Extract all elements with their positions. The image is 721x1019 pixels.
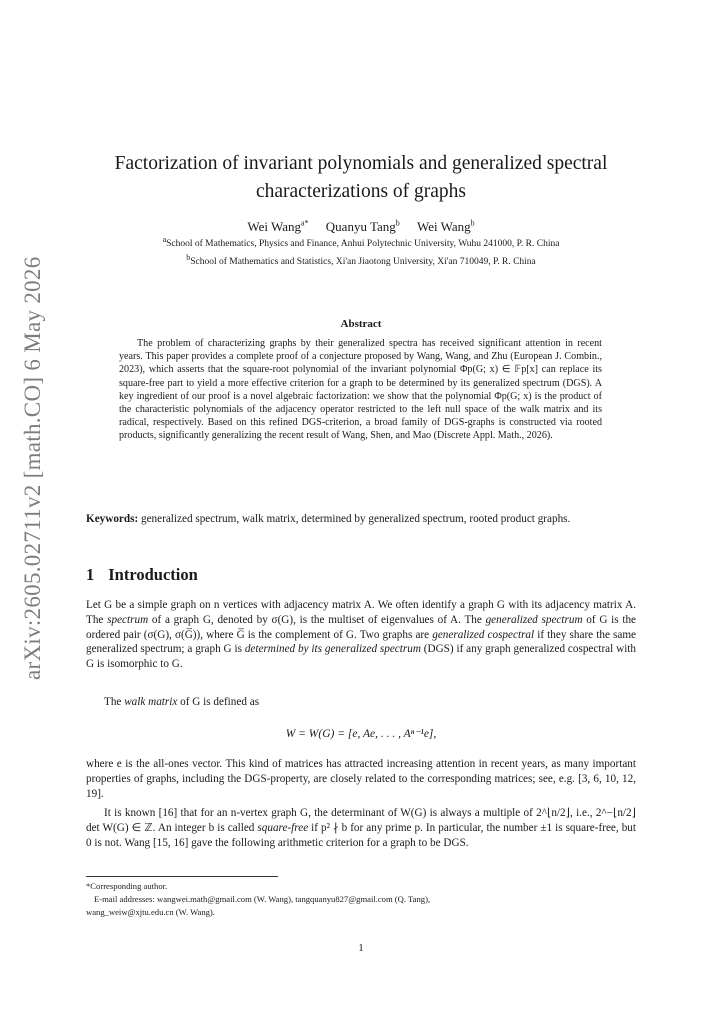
page-number: 1 [358, 942, 364, 954]
keywords-text: generalized spectrum, walk matrix, determined by generalized spectrum, rooted product graphs. [141, 513, 571, 525]
abstract-heading: Abstract [340, 318, 382, 330]
paragraph-walk-matrix: The walk matrix of G is defined as [104, 696, 260, 708]
author: Quanyu Tang$^b$ [325, 218, 400, 234]
keywords-label: Keywords: [86, 513, 139, 525]
abstract-body: The problem of characterizing graphs by their generalized spectra has received significant attention in recent years. This paper provides a complete proof of a conjecture proposed by Wang, Wang, and Zhu (European J. Combin., 2023), which asserts that the square-root polynomial of the invariant polynomial Φp(G; x) ∈ 𝔽p[x] can replace its square-free part to yield a more effective criterion for a graph to be determined by its generalized spectrum (DGS). A key ingredient of our proof is a novel algebraic factorization: we show that the polynomial Φp(G; x) is the product of the characteristic polynomials of the adjacency operator restricted to the left null space of the walk matrix and its radical, respectively. Based on this refined DGS-criterion, a broad family of DGS-graphs is constructed via rooted products, significantly generalizing the recent result of Wang, Shen, and Mao (Discrete Appl. Math., 2026). [119, 338, 602, 442]
footnote-corresponding: *Corresponding author. [86, 881, 168, 891]
walk-matrix-equation: W = W(G) = [e, Ae, . . . , Aⁿ⁻¹e], [285, 728, 437, 740]
paragraph-walk-context: where e is the all-ones vector. This kind of matrices has attracted increasing attention in recent years, as many important properties of graphs, including the DGS-property, are closely related to the corresponding matrices; see, e.g. [3, 6, 10, 12, 19]. [86, 758, 636, 800]
keywords [86, 512, 636, 527]
author: Wei Wang$^{a*}$ [247, 218, 309, 234]
author: Wei Wang$^b$ [417, 218, 475, 234]
paragraph-intro: Let G be a simple graph on n vertices with adjacency matrix A. We often identify a graph G with its adjacency matrix A. The spectrum of a graph G, denoted by σ(G), is the multiset of eigenvalues of A. The generalized spectrum of G is the ordered pair (σ(G), σ(G̅)), where G̅ is the complement of G. Two graphs are generalized cospectral if they share the same generalized spectrum; a graph G is determined by its generalized spectrum (DGS) if any graph generalized cospectral with G is isomorphic to G. [86, 599, 637, 671]
footnote-emails-2: wang_weiw@xjtu.edu.cn (W. Wang). [86, 907, 215, 917]
paragraph-determinant: It is known [16] that for an n-vertex graph G, the determinant of W(G) is always a multiple of 2^⌊n/2⌋, i.e., 2^−⌊n/2⌋ det W(G) ∈ ℤ. An integer b is called square-free if p² ∤ b for any prime p. In particular, the number ±1 is square-free, but 0 is not. Wang [15, 16] gave the following arithmetic criterion for a graph to be DGS. [86, 807, 636, 849]
title-line-1: Factorization of invariant polynomials and generalized spectral [114, 153, 608, 174]
footnote-emails-1: E-mail addresses: wangwei.math@gmail.com (W. Wang), tangquanyu827@gmail.com (Q. Tang), [94, 894, 431, 904]
section-number: 1 [86, 565, 95, 584]
title-line-2: characterizations of graphs [255, 181, 467, 202]
section-title: Introduction [108, 565, 198, 584]
section-heading [86, 565, 198, 585]
paper-title [86, 150, 636, 206]
author-list [86, 219, 636, 235]
affiliation-a: $^a$School of Mathematics, Physics and Finance, Anhui Polytechnic University, Wuhu 241000, P. R. China [162, 234, 560, 249]
affiliation-b: $^b$School of Mathematics and Statistics, Xi'an Jiaotong University, Xi'an 710049, P. R. China [186, 252, 536, 267]
arxiv-identifier: arXiv:2605.02711v2 [math.CO] 6 May 2026 [20, 256, 45, 680]
footnote-divider [86, 876, 278, 877]
